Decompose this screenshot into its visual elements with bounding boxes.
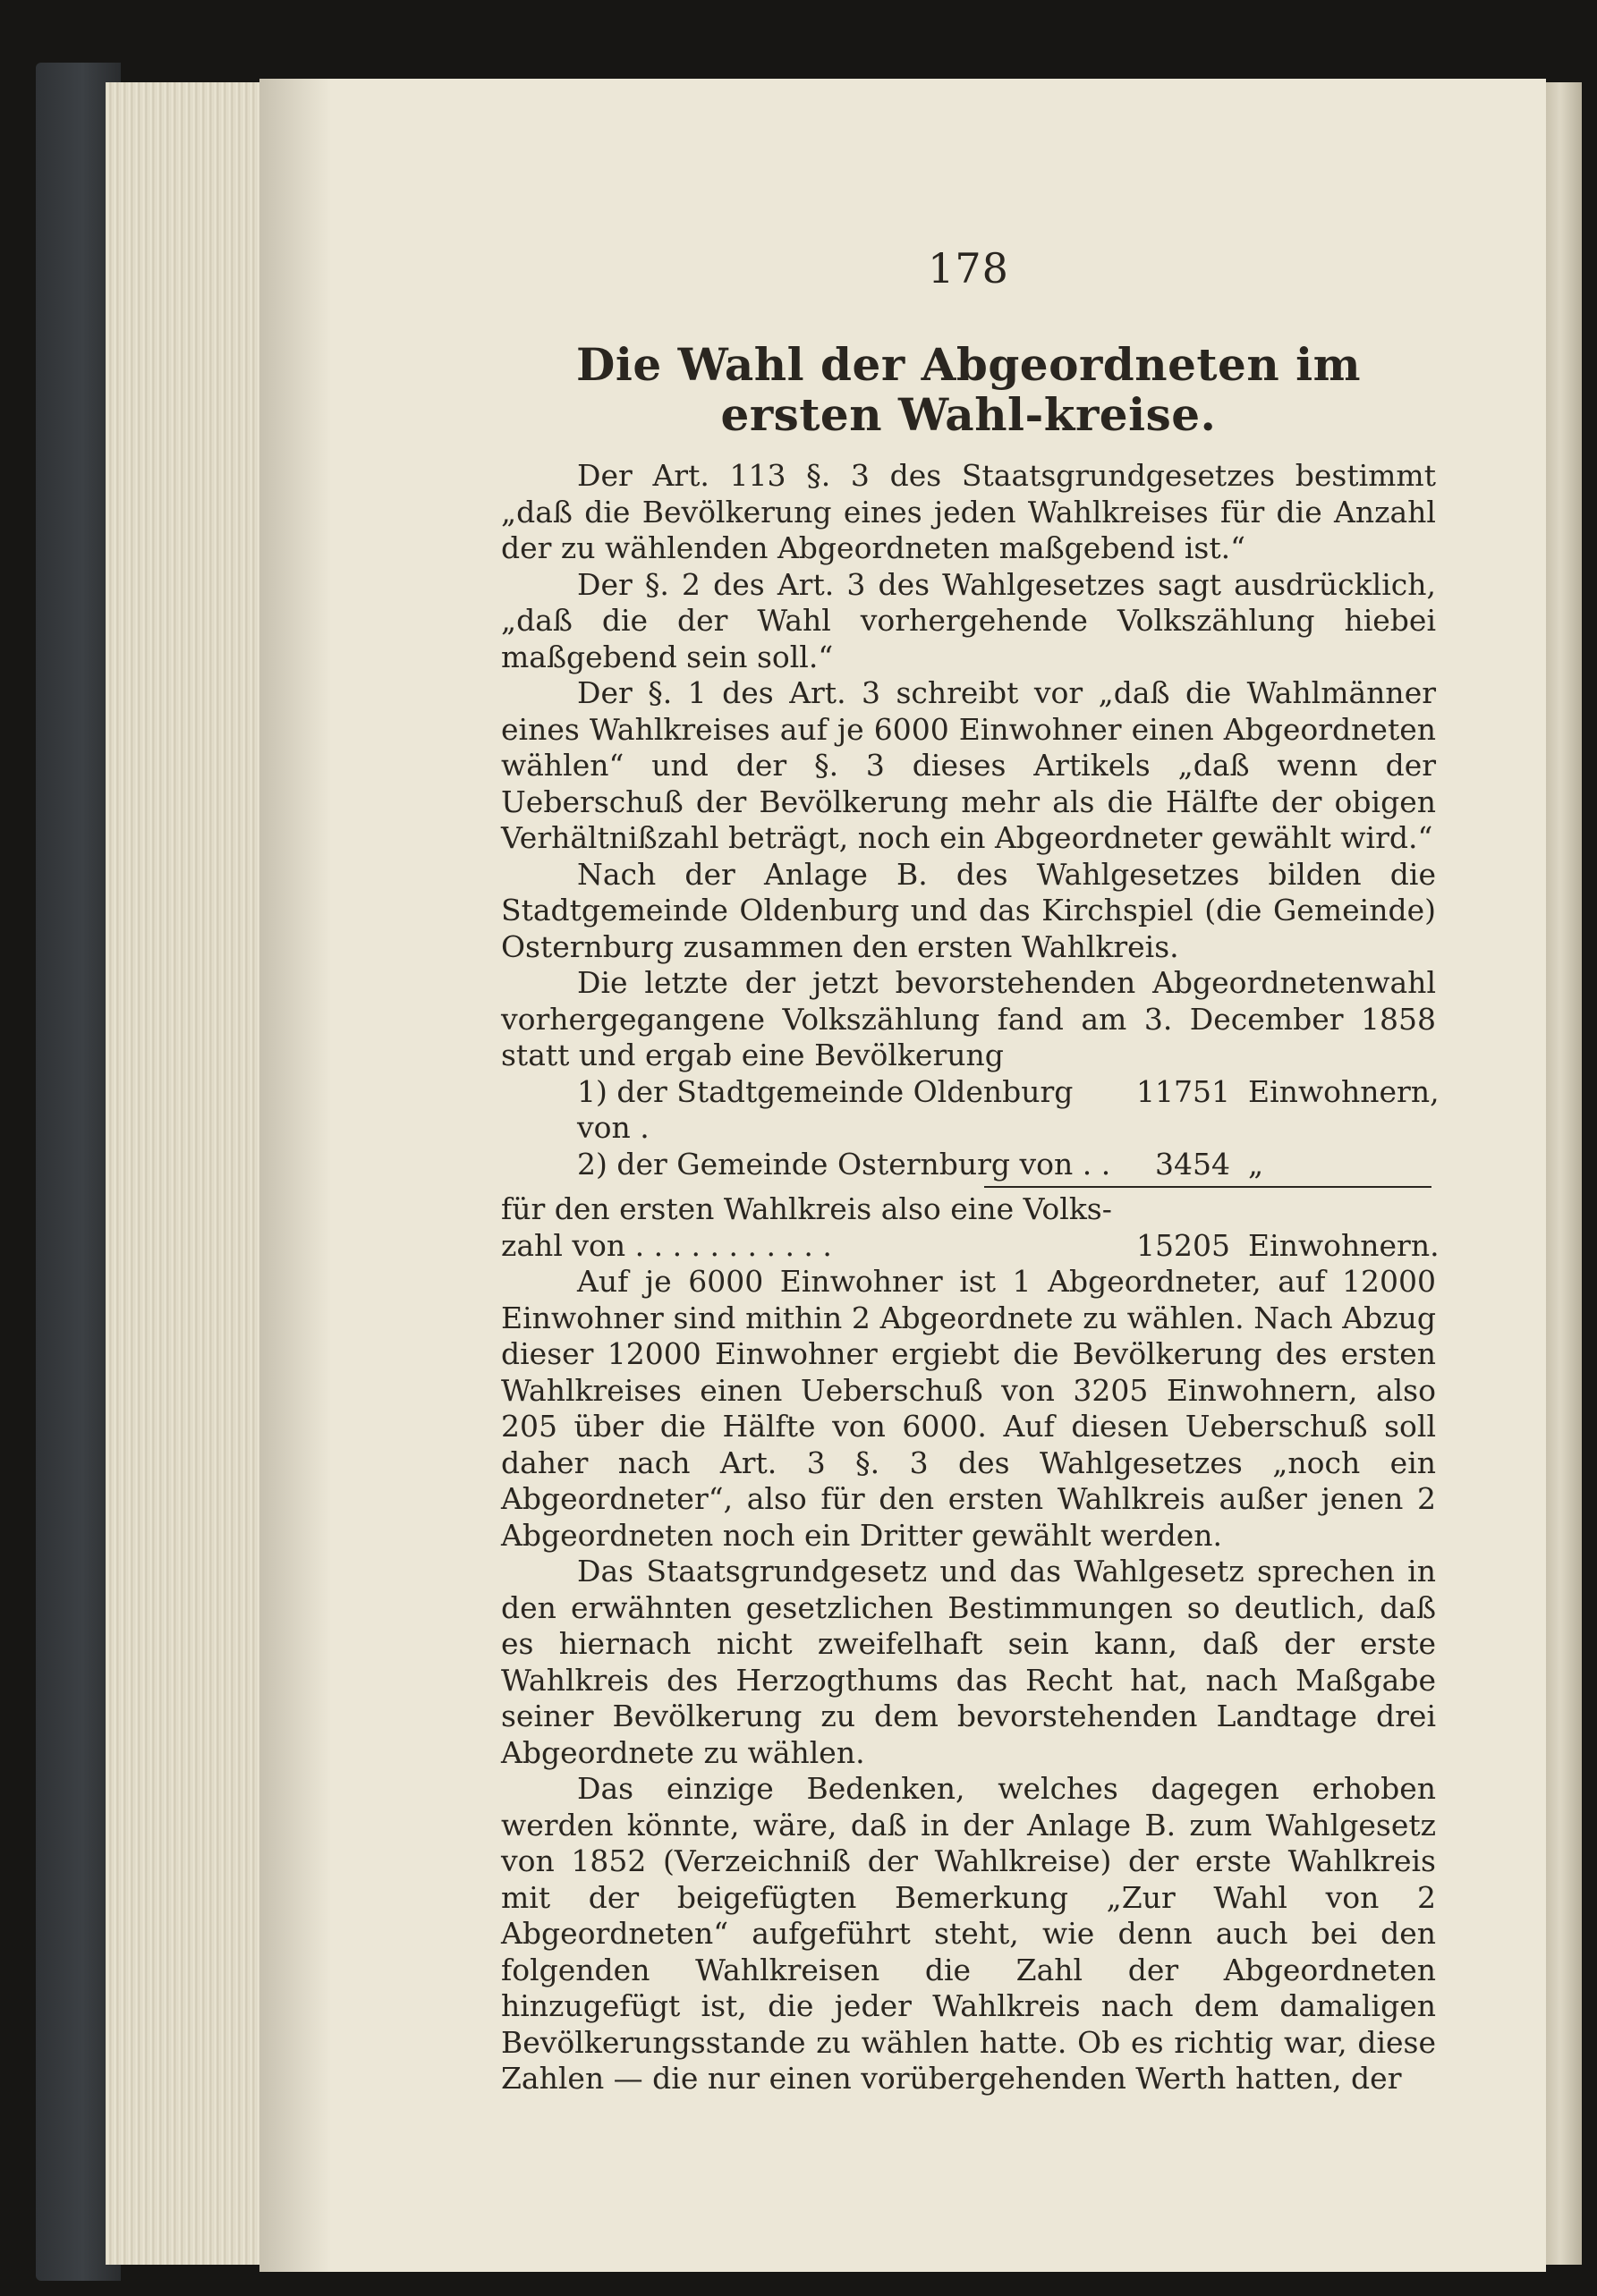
list-item: [501, 1073, 1440, 1147]
paragraph: Die letzte der jetzt bevorstehenden Abgeordnetenwahl vorhergegangene Volkszählung fand am 3. December 1858 statt und ergab eine Bevölkerung: [501, 965, 1436, 1072]
page-stack-edges: [106, 82, 267, 2265]
sum-rule: [984, 1186, 1431, 1188]
facing-page-edge: [1546, 82, 1582, 2265]
paragraph: Nach der Anlage B. des Wahlgesetzes bilden die Stadtgemeinde Oldenburg und das Kirchspiel (die Gemeinde) Osternburg zusammen den ersten Wahlkreis.: [501, 856, 1436, 964]
list-item-number: 3454: [1155, 1146, 1230, 1182]
gutter-shadow: [259, 79, 331, 2272]
list-item-label: 2) der Gemeinde Osternburg von . .: [577, 1146, 1111, 1182]
page-number: 178: [928, 244, 1009, 292]
total-line: für den ersten Wahlkreis also eine Volks-: [501, 1191, 1112, 1226]
section-title: Die Wahl der Abgeordneten im ersten Wahl-kreise.: [576, 338, 1361, 441]
paragraph: Der §. 1 des Art. 3 schreibt vor „daß die Wahlmänner eines Wahlkreises auf je 6000 Einwohner einen Abgeordneten wählen“ und der §. 3 dieses Artikels „daß wenn der Ueberschuß der Bevölkerung mehr als die Hälfte der obigen Verhältnißzahl beträgt, noch ein Abgeordneter gewählt wird.“: [501, 675, 1436, 855]
list-item: [501, 1147, 1436, 1183]
paragraph: Das Staatsgrundgesetz und das Wahlgesetz sprechen in den erwähnten gesetzlichen Bestimmungen so deutlich, daß es hiernach nicht zweifelhaft sein kann, daß der erste Wahlkreis des Herzogthums das Recht hat, nach Maßgabe seiner Bevölkerung zu dem bevorstehenden Landtage drei Abgeordnete zu wählen.: [501, 1554, 1436, 1770]
total-row: [501, 1227, 1440, 1265]
paragraph: Auf je 6000 Einwohner ist 1 Abgeordneter, auf 12000 Einwohner sind mithin 2 Abgeordnete zu wählen. Nach Abzug dieser 12000 Einwohner ergiebt die Bevölkerung des ersten Wahlkreises einen Ueberschuß von 3205 Einwohnern, also 205 über die Hälfte von 6000. Auf diesen Ueberschuß soll daher nach Art. 3 §. 3 des Wahlgesetzes „noch ein Abgeordneter“, also für den ersten Wahlkreis außer jenen 2 Abgeordneten noch ein Dritter gewählt werden.: [501, 1264, 1436, 1553]
list-item-number: 11751: [1136, 1073, 1230, 1109]
paragraph: Der §. 2 des Art. 3 des Wahlgesetzes sagt ausdrücklich, „daß die der Wahl vorhergehende Volkszählung hiebei maßgebend sein soll.“: [501, 566, 1436, 674]
paragraph: Das einzige Bedenken, welches dagegen erhoben werden könnte, wäre, daß in der Anlage B. zum Wahlgesetz von 1852 (Verzeichniß der Wahlkreise) der erste Wahlkreis mit der beigefügten Bemerkung „Zur Wahl von 2 Abgeordneten“ aufgeführt steht, wie denn auch bei den folgenden Wahlkreisen die Zahl der Abgeordneten hinzugefügt ist, die jeder Wahlkreis nach dem damaligen Bevölkerungsstande zu wählen hatte. Ob es richtig war, diese Zahlen — die nur einen vorübergehenden Werth hatten, der: [501, 1771, 1436, 2096]
population-list: [501, 1073, 1440, 1183]
total-label: zahl von . . . . . . . . . . .: [501, 1227, 832, 1263]
paragraph: Der Art. 113 §. 3 des Staatsgrundgesetzes bestimmt „daß die Bevölkerung eines jeden Wahlkreises für die Anzahl der zu wählenden Abgeordneten maßgebend ist.“: [501, 458, 1436, 565]
list-item-unit: Einwohnern,: [1248, 1073, 1440, 1109]
total-number: 15205: [1136, 1227, 1230, 1263]
total-unit: Einwohnern.: [1248, 1227, 1440, 1263]
page-content: [501, 241, 1440, 2097]
list-item-label: 1) der Stadtgemeinde Oldenburg von .: [577, 1073, 1074, 1145]
list-item-unit: „: [1248, 1146, 1264, 1182]
